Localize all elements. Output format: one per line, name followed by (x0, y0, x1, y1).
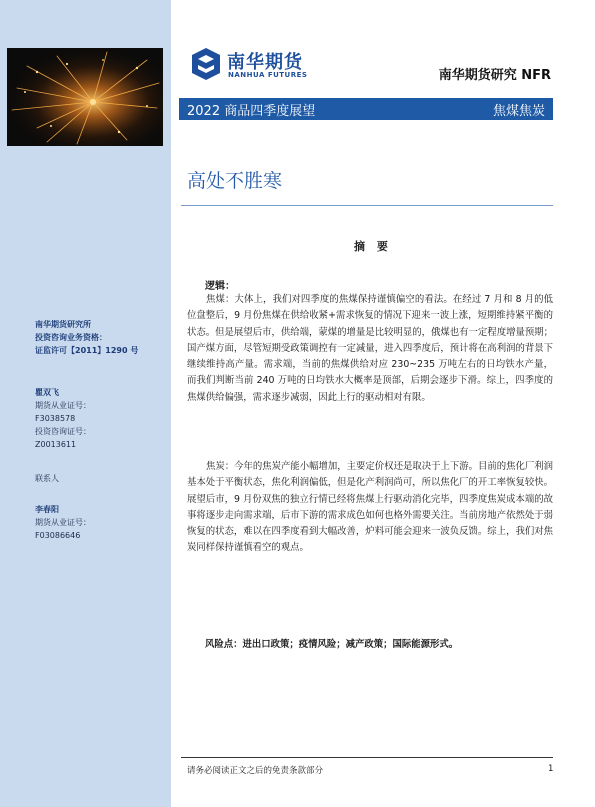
banner-commodity: 焦煤焦炭 (492, 104, 545, 119)
sidebar-analyst-2 (35, 503, 91, 542)
analyst-1-name: 瞿双飞 (35, 388, 59, 397)
sidebar (0, 0, 171, 807)
nanhua-logo-icon (190, 47, 222, 81)
research-label: 南华期货研究 NFR (438, 68, 551, 83)
analyst-2-value-1: F03086646 (35, 531, 81, 540)
disclaimer-note: 请务必阅读正文之后的免责条款部分 (187, 766, 324, 776)
nanhua-logo (190, 47, 320, 83)
sidebar-contact (35, 472, 59, 485)
footer-divider (181, 757, 553, 758)
sparks-image (7, 48, 163, 146)
sidebar-org: 南华期货研究所 (35, 320, 91, 329)
analyst-1-value-2: Z0013611 (35, 440, 77, 449)
sidebar-analyst-1 (35, 386, 91, 451)
analyst-2-label-1: 期货从业证号： (35, 518, 91, 527)
risk-points: 风险点：进出口政策；疫情风险；减产政策；国际能源形式。 (205, 639, 459, 650)
analyst-1-label-1: 期货从业证号： (35, 401, 91, 410)
analyst-1-label-2: 投资咨询证号： (35, 427, 91, 436)
brand-name-cn: 南华期货 (227, 52, 303, 73)
abstract-heading: 摘 要 (354, 240, 392, 253)
title-divider (181, 205, 553, 206)
logic-label: 逻辑： (205, 281, 235, 292)
header-banner (179, 98, 553, 120)
brand-name-en: NANHUA FUTURES (228, 71, 308, 79)
sidebar-qual-label: 投资咨询业务资格： (35, 333, 107, 342)
paragraph-coke: 焦炭：今年的焦炭产能小幅增加，主要定价权还是取决于上下游。目前的焦化厂利润基本处于平衡状态，焦化利润偏低，但是化产利润尚可，所以焦化厂的开工率恢复较快。展望后市，9 月份双焦的独立行情已经将焦煤上行驱动消化完毕，四季度焦炭成本端的故事将逐步走向需求端，后市下游的需求成色如何也格外需要关注。当前房地产依然处于弱恢复的状态，难以在四季度看到大幅改善，炉料可能会迎来一波负反馈。综上，我们对焦炭同样保持谨慎看空的观点。 (187, 461, 553, 554)
cover-photo-sparks (7, 48, 163, 146)
sidebar-org-block (35, 318, 138, 357)
analyst-2-name: 李春阳 (35, 505, 59, 514)
page-number: 1 (548, 764, 554, 774)
sidebar-license: 证监许可【2011】1290 号 (35, 346, 139, 355)
page-title: 高处不胜寒 (187, 170, 283, 192)
analyst-1-value-1: F3038578 (35, 414, 76, 423)
contact-label: 联系人 (35, 474, 59, 483)
paragraph-coking-coal: 焦煤：大体上，我们对四季度的焦煤保持谨慎偏空的看法。在经过 7 月和 8 月的低位盘整后，9 月份焦煤在供给收紧+需求恢复的情况下迎来一波上涨，短期维持紧平衡的状态。但是展望后市，供给端，蒙煤的增量是比较明显的，俄煤也有一定程度增量预期；国产煤方面，尽管短期受政策调控有一定减量，进入四季度后，预计将在高利润的背景下继续维持高产量。需求端，当前的焦煤供给对应 230~235 万吨左右的日均铁水产量，而我们判断当前 240 万吨的日均铁水大概率是顶部，后期会逐步下滑。综上，四季度的焦煤供给偏强，需求逐步减弱，因此上行的驱动相对有限。 (187, 294, 553, 403)
banner-report-title: 2022 商品四季度展望 (187, 104, 316, 119)
